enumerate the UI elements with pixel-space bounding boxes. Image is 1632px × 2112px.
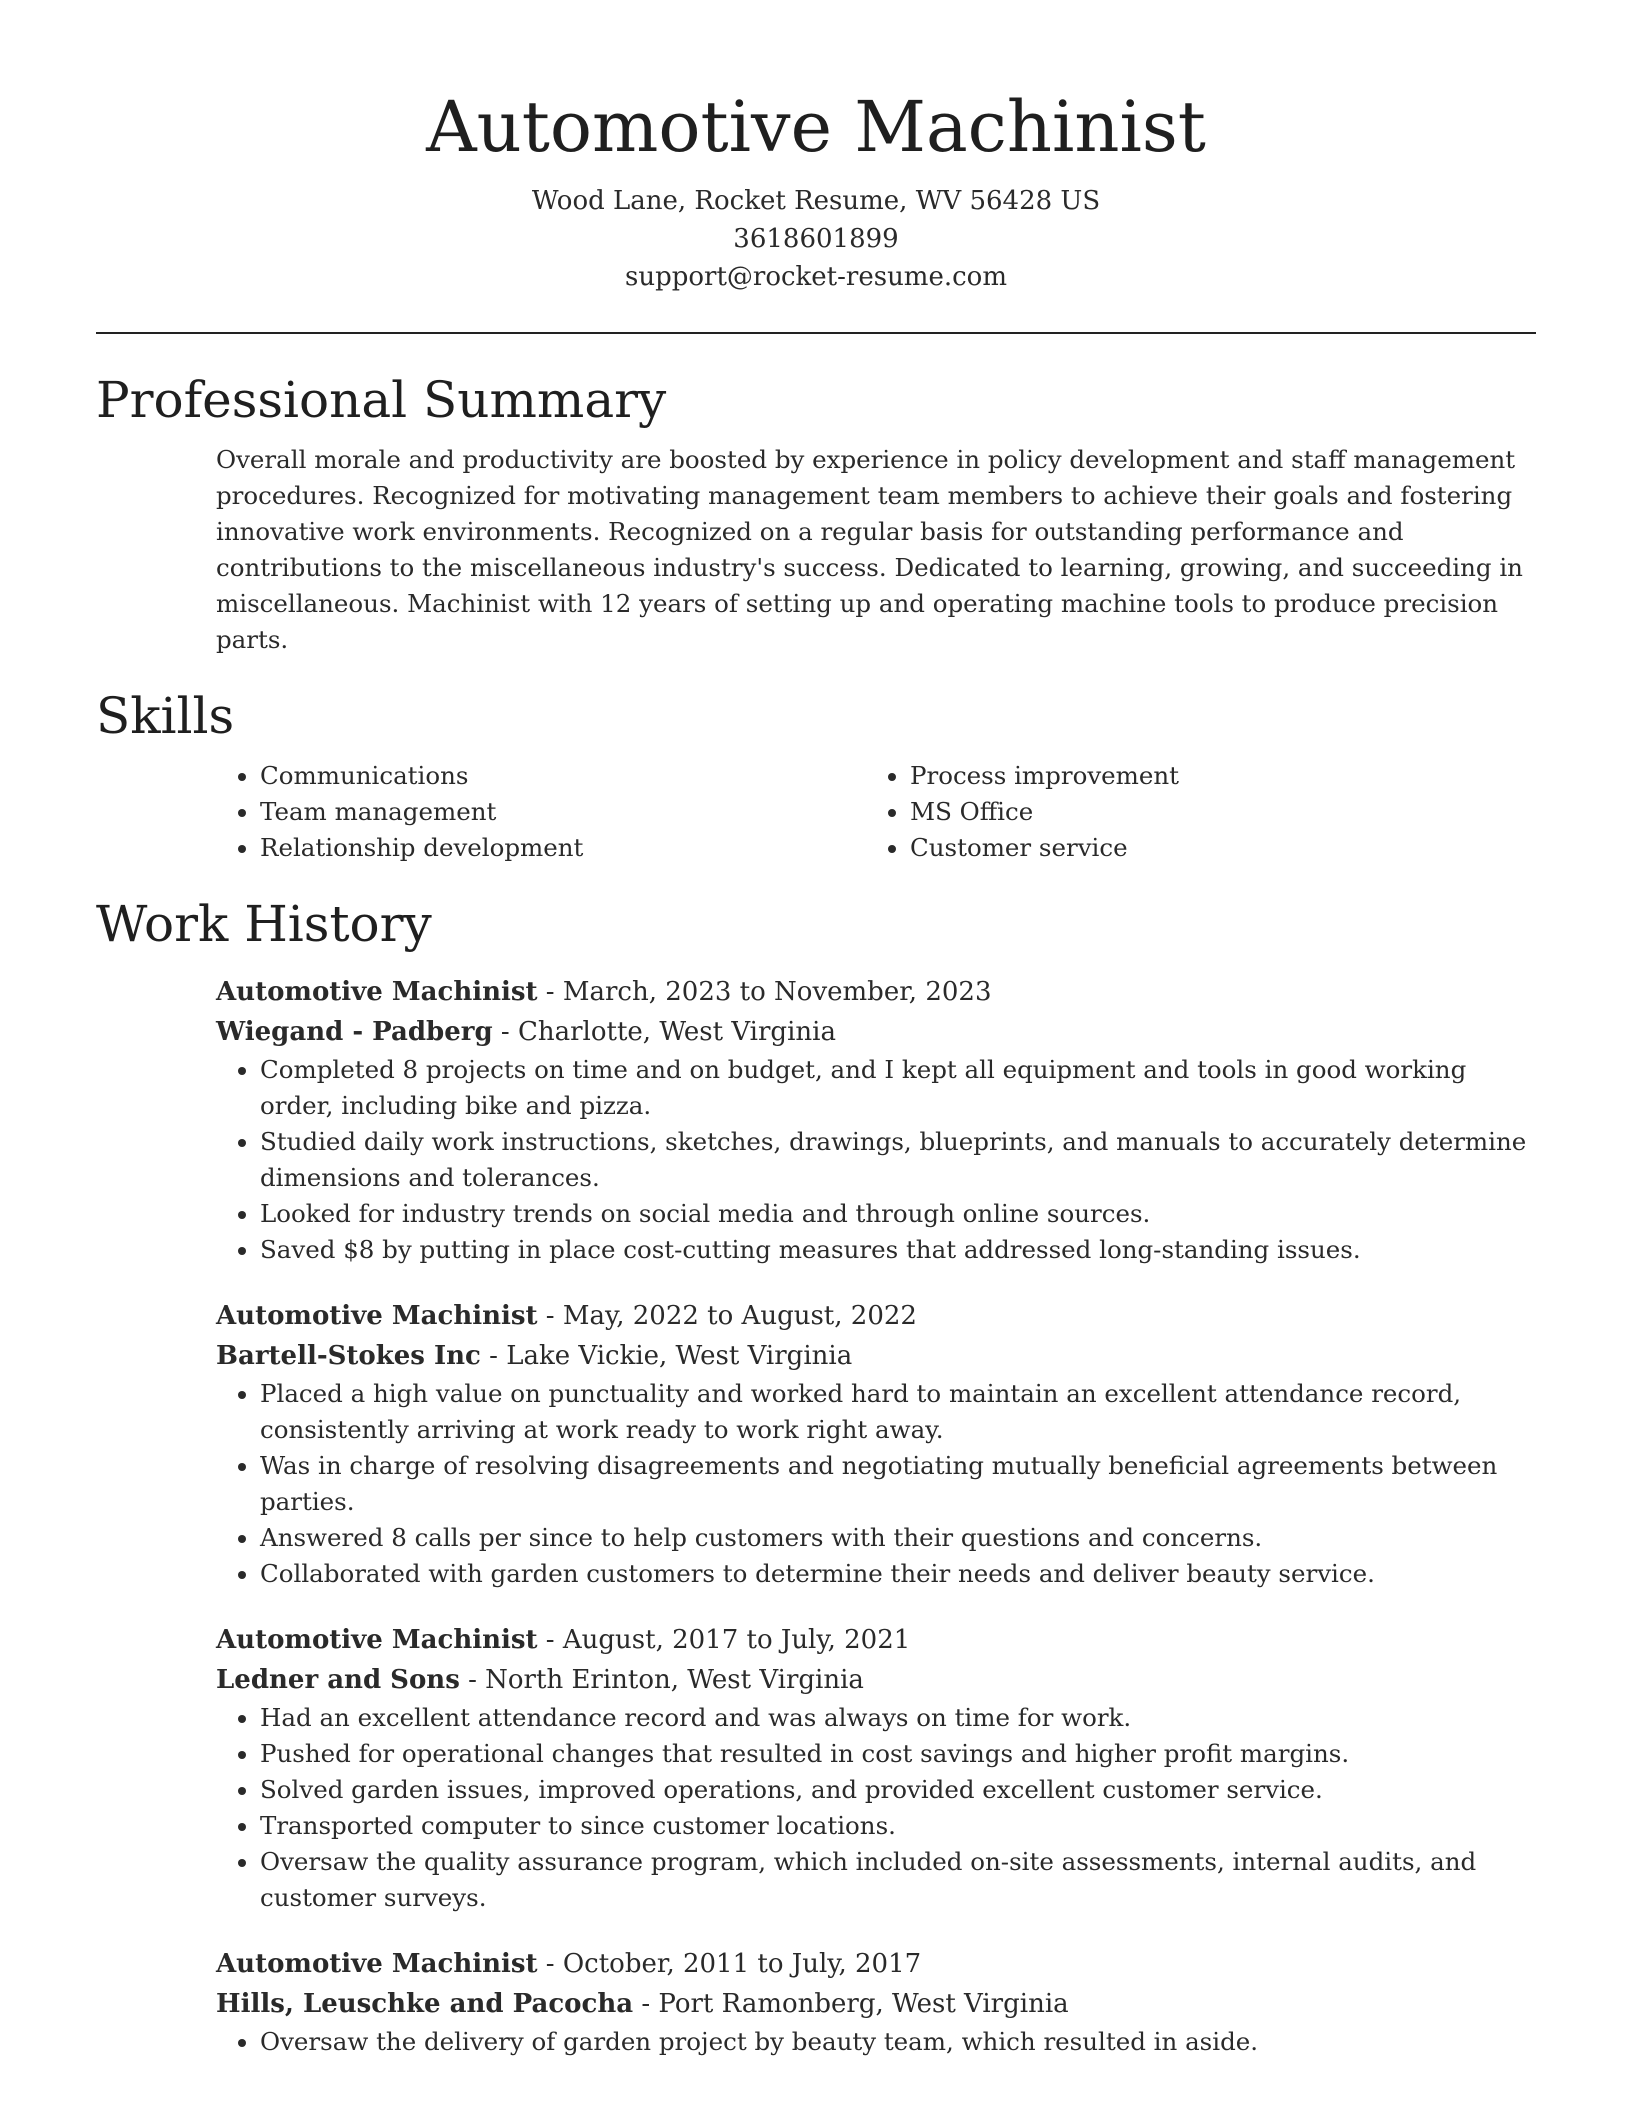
candidate-name: Automotive Machinist (426, 86, 1206, 168)
resume-header (96, 0, 1536, 296)
skill-item: • Process improvement (910, 758, 1516, 794)
job-role: Automotive Machinist (216, 1949, 538, 1979)
job-company-line (216, 1660, 1536, 1700)
address-line: Wood Lane, Rocket Resume, WV 56428 US (531, 186, 1101, 216)
skills-list-right (866, 758, 1516, 866)
header-divider (96, 332, 1536, 334)
job-dates: - October, 2011 to July, 2017 (537, 1949, 922, 1979)
job-company: Ledner and Sons (216, 1665, 460, 1695)
job-bullets (216, 1700, 1536, 1916)
job-location: - Charlotte, West Virginia (492, 1017, 836, 1047)
job-location: - North Erinton, West Virginia (459, 1665, 864, 1695)
job-bullet: • Looked for industry trends on social media and through online sources. (260, 1196, 1536, 1232)
job-bullet: • Was in charge of resolving disagreements and negotiating mutually beneficial agreements between parties. (260, 1448, 1536, 1520)
job-company: Hills, Leuschke and Pacocha (216, 1989, 634, 2019)
email-line: support@rocket-resume.com (624, 262, 1007, 292)
job-location: - Port Ramonberg, West Virginia (633, 1989, 1069, 2019)
skill-item: • Communications (260, 758, 866, 794)
job-bullet: • Placed a high value on punctuality and worked hard to maintain an excellent attendance record, consistently arriving at work ready to work right away. (260, 1376, 1536, 1448)
job-bullet: • Oversaw the delivery of garden project by beauty team, which resulted in aside. (260, 2024, 1536, 2060)
job-dates: - August, 2017 to July, 2021 (537, 1625, 911, 1655)
job-bullet: • Transported computer to since customer locations. (260, 1808, 1536, 1844)
job-title-line (216, 972, 1536, 1012)
resume-page (96, 0, 1536, 2060)
job-bullet: • Oversaw the quality assurance program, which included on-site assessments, internal audits, and customer surveys. (260, 1844, 1536, 1916)
summary-text: Overall morale and productivity are boosted by experience in policy development and staff management procedures. Recognized for motivating management team members to achieve their goals and fostering innovative work environments. Recognized on a regular basis for outstanding performance and contributions to the miscellaneous industry's success. Dedicated to learning, growing, and succeeding in miscellaneous. Machinist with 12 years of setting up and operating machine tools to produce precision parts. (216, 445, 1523, 654)
job-bullet: • Solved garden issues, improved operations, and provided excellent customer service. (260, 1772, 1536, 1808)
job-title-line (216, 1944, 1536, 1984)
job-role: Automotive Machinist (216, 977, 538, 1007)
job-company-line (216, 1984, 1536, 2024)
job-bullet: • Answered 8 calls per since to help customers with their questions and concerns. (260, 1520, 1536, 1556)
job-bullet: • Studied daily work instructions, sketches, drawings, blueprints, and manuals to accurately determine dimensions and tolerances. (260, 1124, 1536, 1196)
work-history-heading: Work History (96, 895, 432, 953)
job-bullets (216, 1052, 1536, 1268)
job-role: Automotive Machinist (216, 1625, 538, 1655)
job-title-line (216, 1296, 1536, 1336)
job-entry (216, 972, 1536, 1268)
skill-item: • Relationship development (260, 830, 866, 866)
job-company: Wiegand - Padberg (216, 1017, 493, 1047)
job-bullet: • Completed 8 projects on time and on budget, and I kept all equipment and tools in good working order, including bike and pizza. (260, 1052, 1536, 1124)
job-entry (216, 1620, 1536, 1916)
skills-heading: Skills (96, 687, 235, 745)
job-title-line (216, 1620, 1536, 1660)
job-bullet: • Had an excellent attendance record and was always on time for work. (260, 1700, 1536, 1736)
job-dates: - May, 2022 to August, 2022 (537, 1301, 917, 1331)
job-bullet: • Pushed for operational changes that resulted in cost savings and higher profit margins. (260, 1736, 1536, 1772)
job-company-line (216, 1336, 1536, 1376)
job-entry (216, 1944, 1536, 2060)
job-company-line (216, 1012, 1536, 1052)
job-dates: - March, 2023 to November, 2023 (537, 977, 992, 1007)
job-location: - Lake Vickie, West Virginia (480, 1341, 853, 1371)
job-company: Bartell-Stokes Inc (216, 1341, 481, 1371)
phone-line: 3618601899 (733, 224, 899, 254)
job-bullet: • Collaborated with garden customers to determine their needs and deliver beauty service. (260, 1556, 1536, 1592)
job-bullets (216, 1376, 1536, 1592)
job-entry (216, 1296, 1536, 1592)
skill-item: • Team management (260, 794, 866, 830)
skill-item: • MS Office (910, 794, 1516, 830)
skill-item: • Customer service (910, 830, 1516, 866)
skills-grid (216, 758, 1536, 866)
contact-block (96, 182, 1536, 296)
skills-list-left (216, 758, 866, 866)
job-role: Automotive Machinist (216, 1301, 538, 1331)
summary-heading: Professional Summary (96, 371, 667, 429)
job-bullet: • Saved $8 by putting in place cost-cutting measures that addressed long-standing issues. (260, 1232, 1536, 1268)
job-bullets (216, 2024, 1536, 2060)
